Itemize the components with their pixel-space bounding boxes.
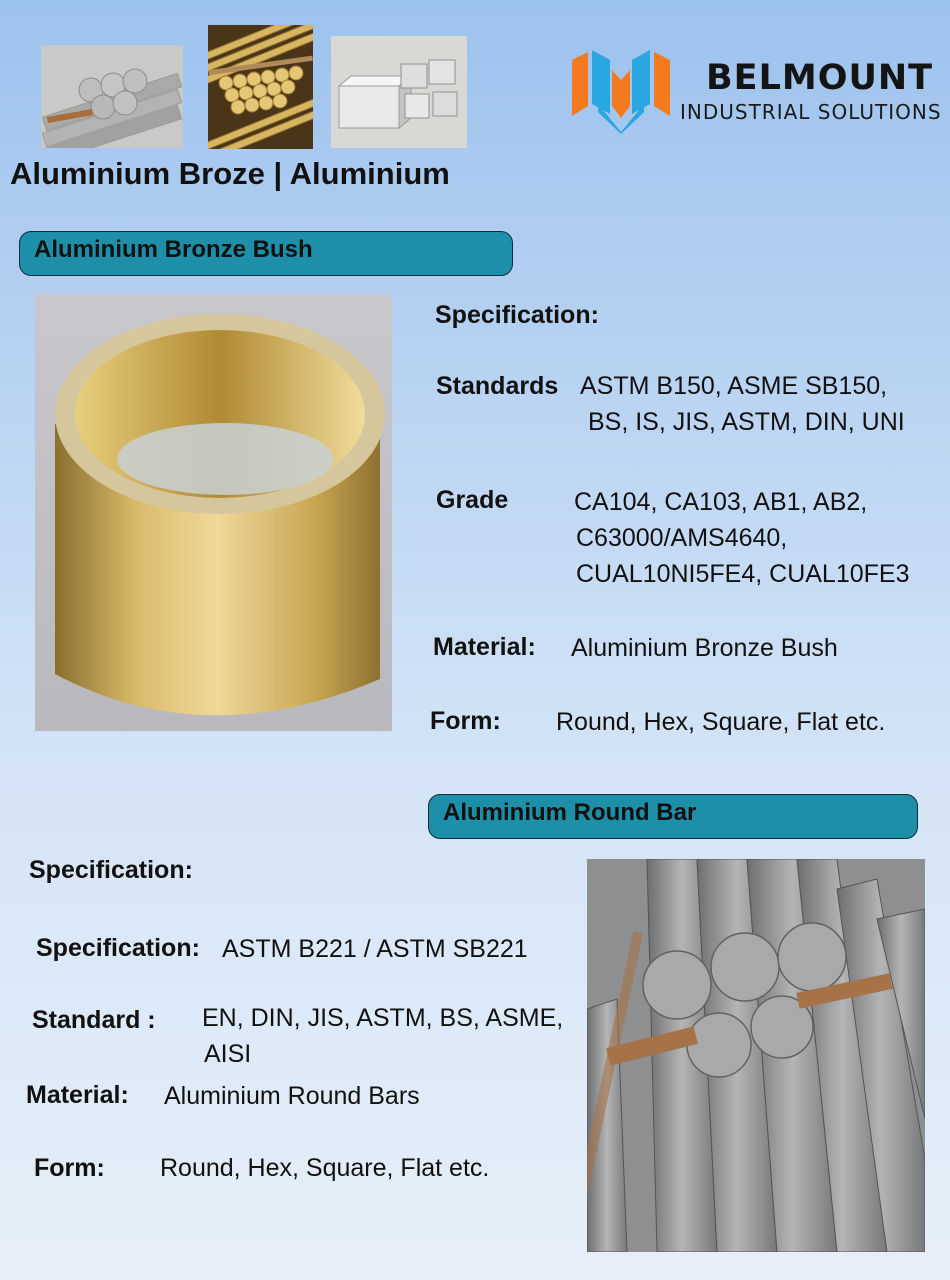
bush-form-label: Form: (430, 707, 501, 735)
bush-standards-line2: BS, IS, JIS, ASTM, DIN, UNI (588, 408, 905, 436)
bronze-bush-photo (35, 294, 392, 731)
bush-grade-line3: CUAL10NI5FE4, CUAL10FE3 (576, 560, 910, 588)
bush-grade-line1: CA104, CA103, AB1, AB2, (574, 488, 868, 516)
bar-material-label: Material: (26, 1081, 129, 1109)
aluminium-bars-thumbnail (41, 45, 183, 148)
bush-material-value: Aluminium Bronze Bush (571, 634, 838, 662)
aluminium-round-bar-photo (587, 859, 925, 1252)
bush-standards-label: Standards (436, 372, 559, 400)
bar-spec-heading: Specification: (29, 856, 193, 884)
bush-grade-line2: C63000/AMS4640, (576, 524, 788, 552)
bar-material-value: Aluminium Round Bars (164, 1082, 420, 1110)
belmount-logo-icon (572, 46, 670, 134)
bush-form-value: Round, Hex, Square, Flat etc. (556, 708, 886, 736)
brass-rods-thumbnail (208, 25, 313, 149)
bush-material-label: Material: (433, 633, 536, 661)
section-title-bronze-bush: Aluminium Bronze Bush (19, 231, 513, 276)
bar-standard-line1: EN, DIN, JIS, ASTM, BS, ASME, (202, 1004, 564, 1032)
aluminium-blocks-thumbnail (331, 36, 467, 148)
bar-specification-value: ASTM B221 / ASTM SB221 (222, 935, 528, 963)
section-title-round-bar: Aluminium Round Bar (428, 794, 918, 839)
bar-form-label: Form: (34, 1154, 105, 1182)
bush-spec-heading: Specification: (435, 301, 599, 329)
logo-company-subtitle: INDUSTRIAL SOLUTIONS (680, 100, 942, 124)
bush-standards-line1: ASTM B150, ASME SB150, (580, 372, 888, 400)
bar-standard-line2: AISI (204, 1040, 252, 1068)
bar-specification-label: Specification: (36, 934, 200, 962)
bar-form-value: Round, Hex, Square, Flat etc. (160, 1154, 490, 1182)
bush-grade-label: Grade (436, 486, 509, 514)
logo-company-name: BELMOUNT (706, 58, 934, 98)
page-title: Aluminium Broze | Aluminium (10, 156, 450, 191)
bar-standard-label: Standard : (32, 1006, 156, 1034)
